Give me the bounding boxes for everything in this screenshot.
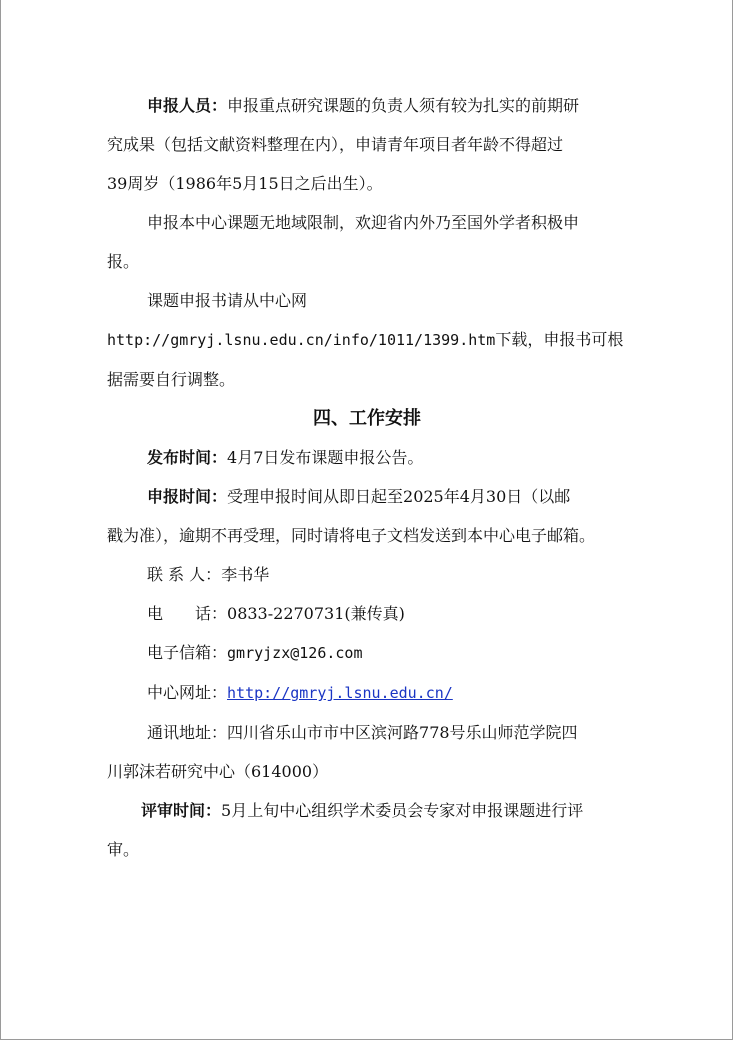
contact-address-2: 川郭沫若研究中心（614000） — [107, 762, 329, 781]
applicants-line-2 — [107, 125, 627, 164]
submission-text-1: 受理申报时间从即日起至2025年4月30日（以邮 — [227, 487, 571, 506]
release-paragraph — [107, 438, 627, 477]
contact-phone: 0833-2270731(兼传真) — [227, 604, 405, 623]
applicants-paragraph — [107, 86, 627, 125]
download-url[interactable]: http://gmryj.lsnu.edu.cn/info/1011/1399.htm — [107, 331, 496, 349]
region-text-1: 申报本中心课题无地域限制，欢迎省内外乃至国外学者积极申 — [147, 213, 580, 232]
region-paragraph — [107, 203, 627, 242]
contact-person: 李书华 — [221, 565, 270, 584]
section-title: 四、工作安排 — [313, 408, 421, 429]
submission-text-2: 戳为准），逾期不再受理，同时请将电子文档发送到本中心电子邮箱。 — [107, 526, 596, 545]
contact-person-row — [107, 555, 627, 594]
download-line-3 — [107, 360, 627, 399]
submission-paragraph — [107, 477, 627, 516]
submission-line-2 — [107, 516, 627, 555]
document-body — [107, 86, 627, 869]
contact-website-label: 中心网址： — [147, 683, 228, 702]
download-paragraph — [107, 281, 627, 320]
applicants-text-1: 申报重点研究课题的负责人须有较为扎实的前期研 — [227, 96, 580, 115]
contact-website-link[interactable]: http://gmryj.lsnu.edu.cn/ — [227, 684, 453, 702]
download-text-2: 下载，申报书可根 — [495, 330, 624, 349]
release-text: 4月7日发布课题申报公告。 — [227, 448, 424, 467]
contact-email-label: 电子信箱： — [147, 643, 228, 662]
contact-email[interactable]: gmryjzx@126.com — [227, 644, 363, 662]
download-text-1: 课题申报书请从中心网 — [147, 291, 308, 310]
download-text-3: 据需要自行调整。 — [107, 370, 236, 389]
applicants-text-3: 39周岁（1986年5月15日之后出生）。 — [107, 174, 383, 193]
review-text-1: 5月上旬中心组织学术委员会专家对申报课题进行评 — [221, 801, 584, 820]
release-label: 发布时间： — [147, 448, 228, 467]
applicants-label: 申报人员： — [147, 96, 228, 115]
review-line-2 — [107, 830, 627, 869]
review-text-2: 审。 — [107, 840, 140, 859]
contact-phone-row — [107, 594, 627, 633]
contact-phone-label: 电 话： — [147, 604, 228, 623]
review-paragraph — [107, 791, 627, 830]
contact-address-1: 四川省乐山市市中区滨河路778号乐山师范学院四 — [227, 723, 578, 742]
region-text-2: 报。 — [107, 252, 140, 271]
contact-address-line-2 — [107, 752, 627, 791]
contact-address-label: 通讯地址： — [147, 723, 228, 742]
review-label: 评审时间： — [141, 801, 222, 820]
contact-website-row — [107, 673, 627, 713]
contact-email-row — [107, 633, 627, 673]
contact-person-label: 联 系 人： — [147, 565, 222, 584]
submission-label: 申报时间： — [147, 487, 228, 506]
applicants-text-2: 究成果（包括文献资料整理在内），申请青年项目者年龄不得超过 — [107, 135, 564, 154]
download-line-2 — [107, 320, 627, 360]
applicants-line-3 — [107, 164, 627, 203]
contact-address-row — [107, 713, 627, 752]
region-line-2 — [107, 242, 627, 281]
